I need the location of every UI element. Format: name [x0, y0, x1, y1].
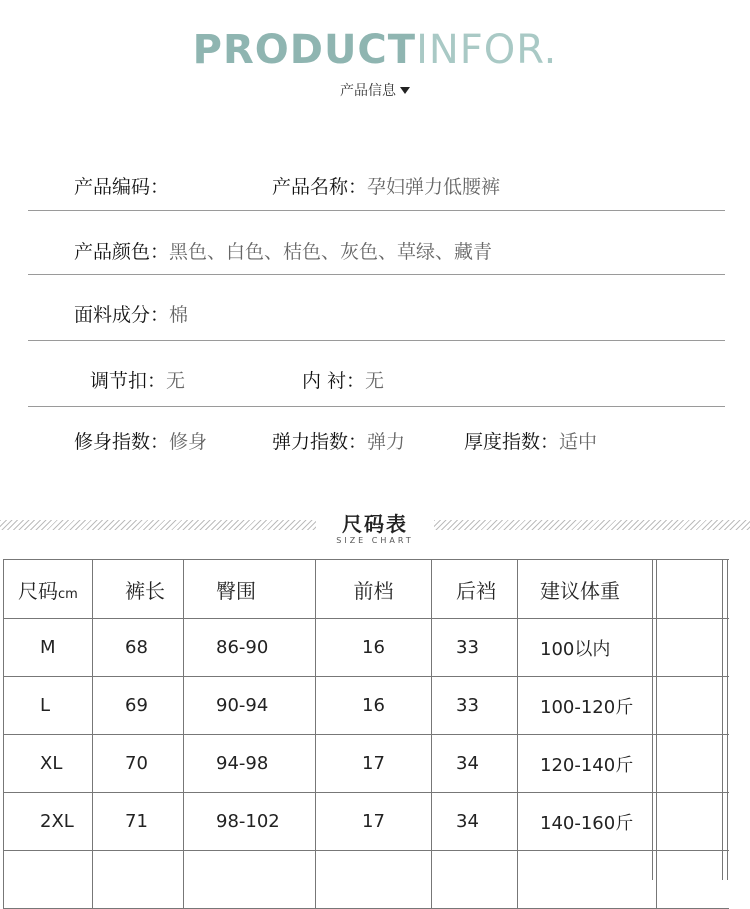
cell-hip: 86-90 — [184, 619, 316, 677]
table-row — [4, 619, 729, 677]
header-hip: 臀围 — [184, 560, 316, 619]
field-value: 弹力 — [367, 431, 406, 453]
page-subtitle — [0, 80, 750, 100]
cell-hip: 90-94 — [184, 677, 316, 735]
cell-blank — [657, 793, 729, 851]
cell-size: L — [4, 677, 93, 735]
field-value: 无 — [166, 370, 186, 392]
cell-back-rise: 34 — [432, 735, 518, 793]
header-length: 裤长 — [93, 560, 184, 619]
header-weight: 建议体重 — [518, 560, 657, 619]
field-value: 黑色、白色、桔色、灰色、草绿、藏青 — [169, 241, 493, 263]
field-buckle — [90, 366, 185, 393]
field-fit — [74, 427, 207, 454]
cell-size: 2XL — [4, 793, 93, 851]
cell-weight: 120-140斤 — [518, 735, 657, 793]
header-blank — [657, 560, 729, 619]
cell-blank — [657, 677, 729, 735]
size-chart-heading — [0, 506, 750, 546]
cell-length: 69 — [93, 677, 184, 735]
info-row-fabric — [28, 275, 725, 341]
cell-front-rise: 16 — [316, 619, 432, 677]
table-header-row — [4, 560, 729, 619]
field-thickness — [464, 427, 597, 454]
cell-hip: 98-102 — [184, 793, 316, 851]
field-label: 产品名称： — [272, 176, 368, 198]
info-row-buckle-lining — [28, 341, 725, 407]
cell-size: XL — [4, 735, 93, 793]
field-elastic — [272, 427, 405, 454]
cell-length: 71 — [93, 793, 184, 851]
field-label: 弹力指数： — [272, 431, 368, 453]
cell-hip: 94-98 — [184, 735, 316, 793]
field-label: 内 衬： — [302, 370, 366, 392]
page-title — [0, 26, 750, 74]
table-row — [4, 677, 729, 735]
cell-length: 68 — [93, 619, 184, 677]
cell-weight: 100以内 — [518, 619, 657, 677]
cell-back-rise: 33 — [432, 619, 518, 677]
cell-length: 70 — [93, 735, 184, 793]
field-code — [74, 172, 169, 199]
field-value: 无 — [365, 370, 385, 392]
info-row-code-name — [28, 160, 725, 211]
page-header — [0, 26, 750, 100]
title-bold: PRODUCT — [192, 27, 417, 73]
field-lining — [302, 366, 384, 393]
table-double-line — [722, 559, 723, 880]
field-label: 调节扣： — [90, 370, 167, 392]
title-light: INFOR. — [416, 27, 558, 73]
table-double-line — [652, 559, 653, 880]
field-value: 修身 — [169, 431, 208, 453]
field-name — [272, 172, 500, 199]
cell-front-rise: 17 — [316, 735, 432, 793]
triangle-down-icon — [400, 87, 410, 94]
header-size-unit: cm — [58, 586, 78, 602]
info-row-indexes — [28, 407, 725, 457]
cell-size: M — [4, 619, 93, 677]
field-value: 棉 — [169, 304, 189, 326]
field-label: 产品编码： — [74, 176, 170, 198]
field-fabric — [74, 300, 188, 327]
field-color — [74, 237, 492, 264]
info-row-color — [28, 211, 725, 275]
header-size — [4, 560, 93, 619]
cell-back-rise: 34 — [432, 793, 518, 851]
table-double-line — [727, 559, 728, 880]
size-chart-title: 尺码表 — [342, 512, 408, 536]
header-front-rise: 前档 — [316, 560, 432, 619]
cell-front-rise: 17 — [316, 793, 432, 851]
field-label: 修身指数： — [74, 431, 170, 453]
cell-weight: 100-120斤 — [518, 677, 657, 735]
size-chart-subtitle: SIZE CHART — [336, 536, 414, 545]
cell-front-rise: 16 — [316, 677, 432, 735]
size-table — [3, 559, 729, 909]
field-label: 厚度指数： — [464, 431, 560, 453]
header-back-rise: 后裆 — [432, 560, 518, 619]
cell-back-rise: 33 — [432, 677, 518, 735]
field-value: 孕妇弹力低腰裤 — [367, 176, 501, 198]
table-row — [4, 793, 729, 851]
cell-weight: 140-160斤 — [518, 793, 657, 851]
header-size-label: 尺码 — [18, 578, 58, 603]
field-label: 面料成分： — [74, 304, 170, 326]
cell-blank — [657, 619, 729, 677]
cell-blank — [657, 735, 729, 793]
table-row — [4, 735, 729, 793]
field-value: 适中 — [559, 431, 598, 453]
field-label: 产品颜色： — [74, 241, 170, 263]
subtitle-text: 产品信息 — [340, 83, 396, 99]
